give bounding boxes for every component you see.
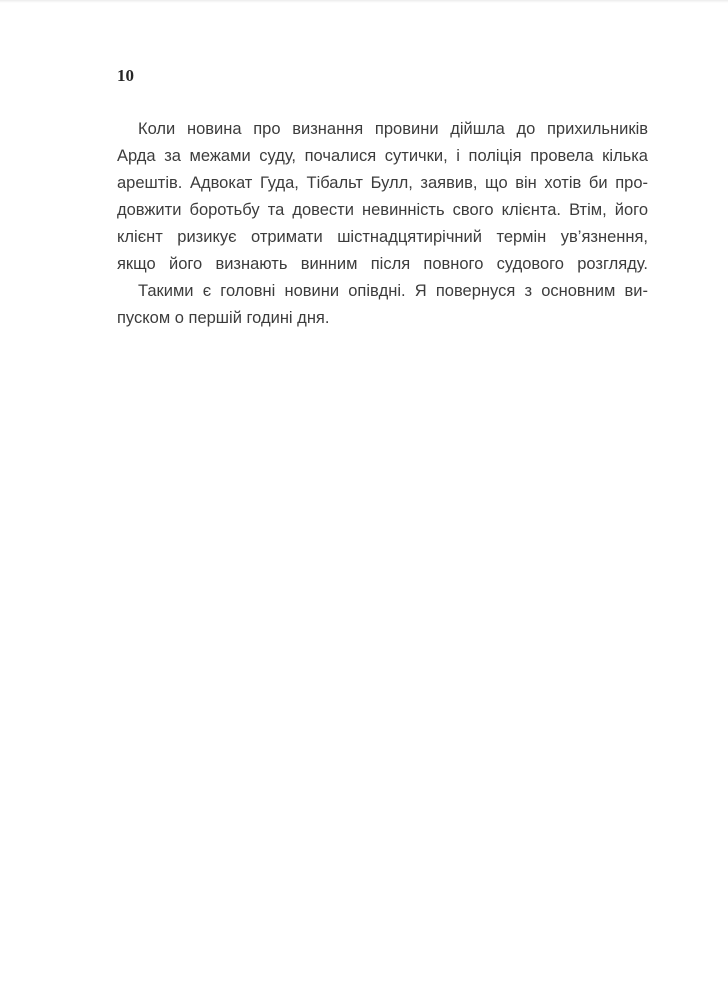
text-block — [117, 116, 648, 332]
scan-edge-artifact — [0, 0, 728, 3]
text-line: довжити боротьбу та довести невинність свого клієнта. Втім, його — [117, 201, 648, 219]
text-line: Коли новина про визнання провини дійшла до прихильників — [138, 120, 648, 138]
text-line: якщо його визнають винним після повного судового розгляду. — [117, 255, 648, 273]
text-line: пуском о першій годині дня. — [117, 309, 330, 327]
text-line: Арда за межами суду, почалися сутички, і поліція провела кілька — [117, 147, 648, 165]
page-number: 10 — [117, 66, 134, 85]
text-line: арештів. Адвокат Гуда, Тібальт Булл, заявив, що він хотів би про- — [117, 174, 648, 192]
text-line: Такими є головні новини опівдні. Я повернуся з основним ви- — [138, 282, 648, 300]
text-line: клієнт ризикує отримати шістнадцятирічний термін ув’язнення, — [117, 228, 648, 246]
